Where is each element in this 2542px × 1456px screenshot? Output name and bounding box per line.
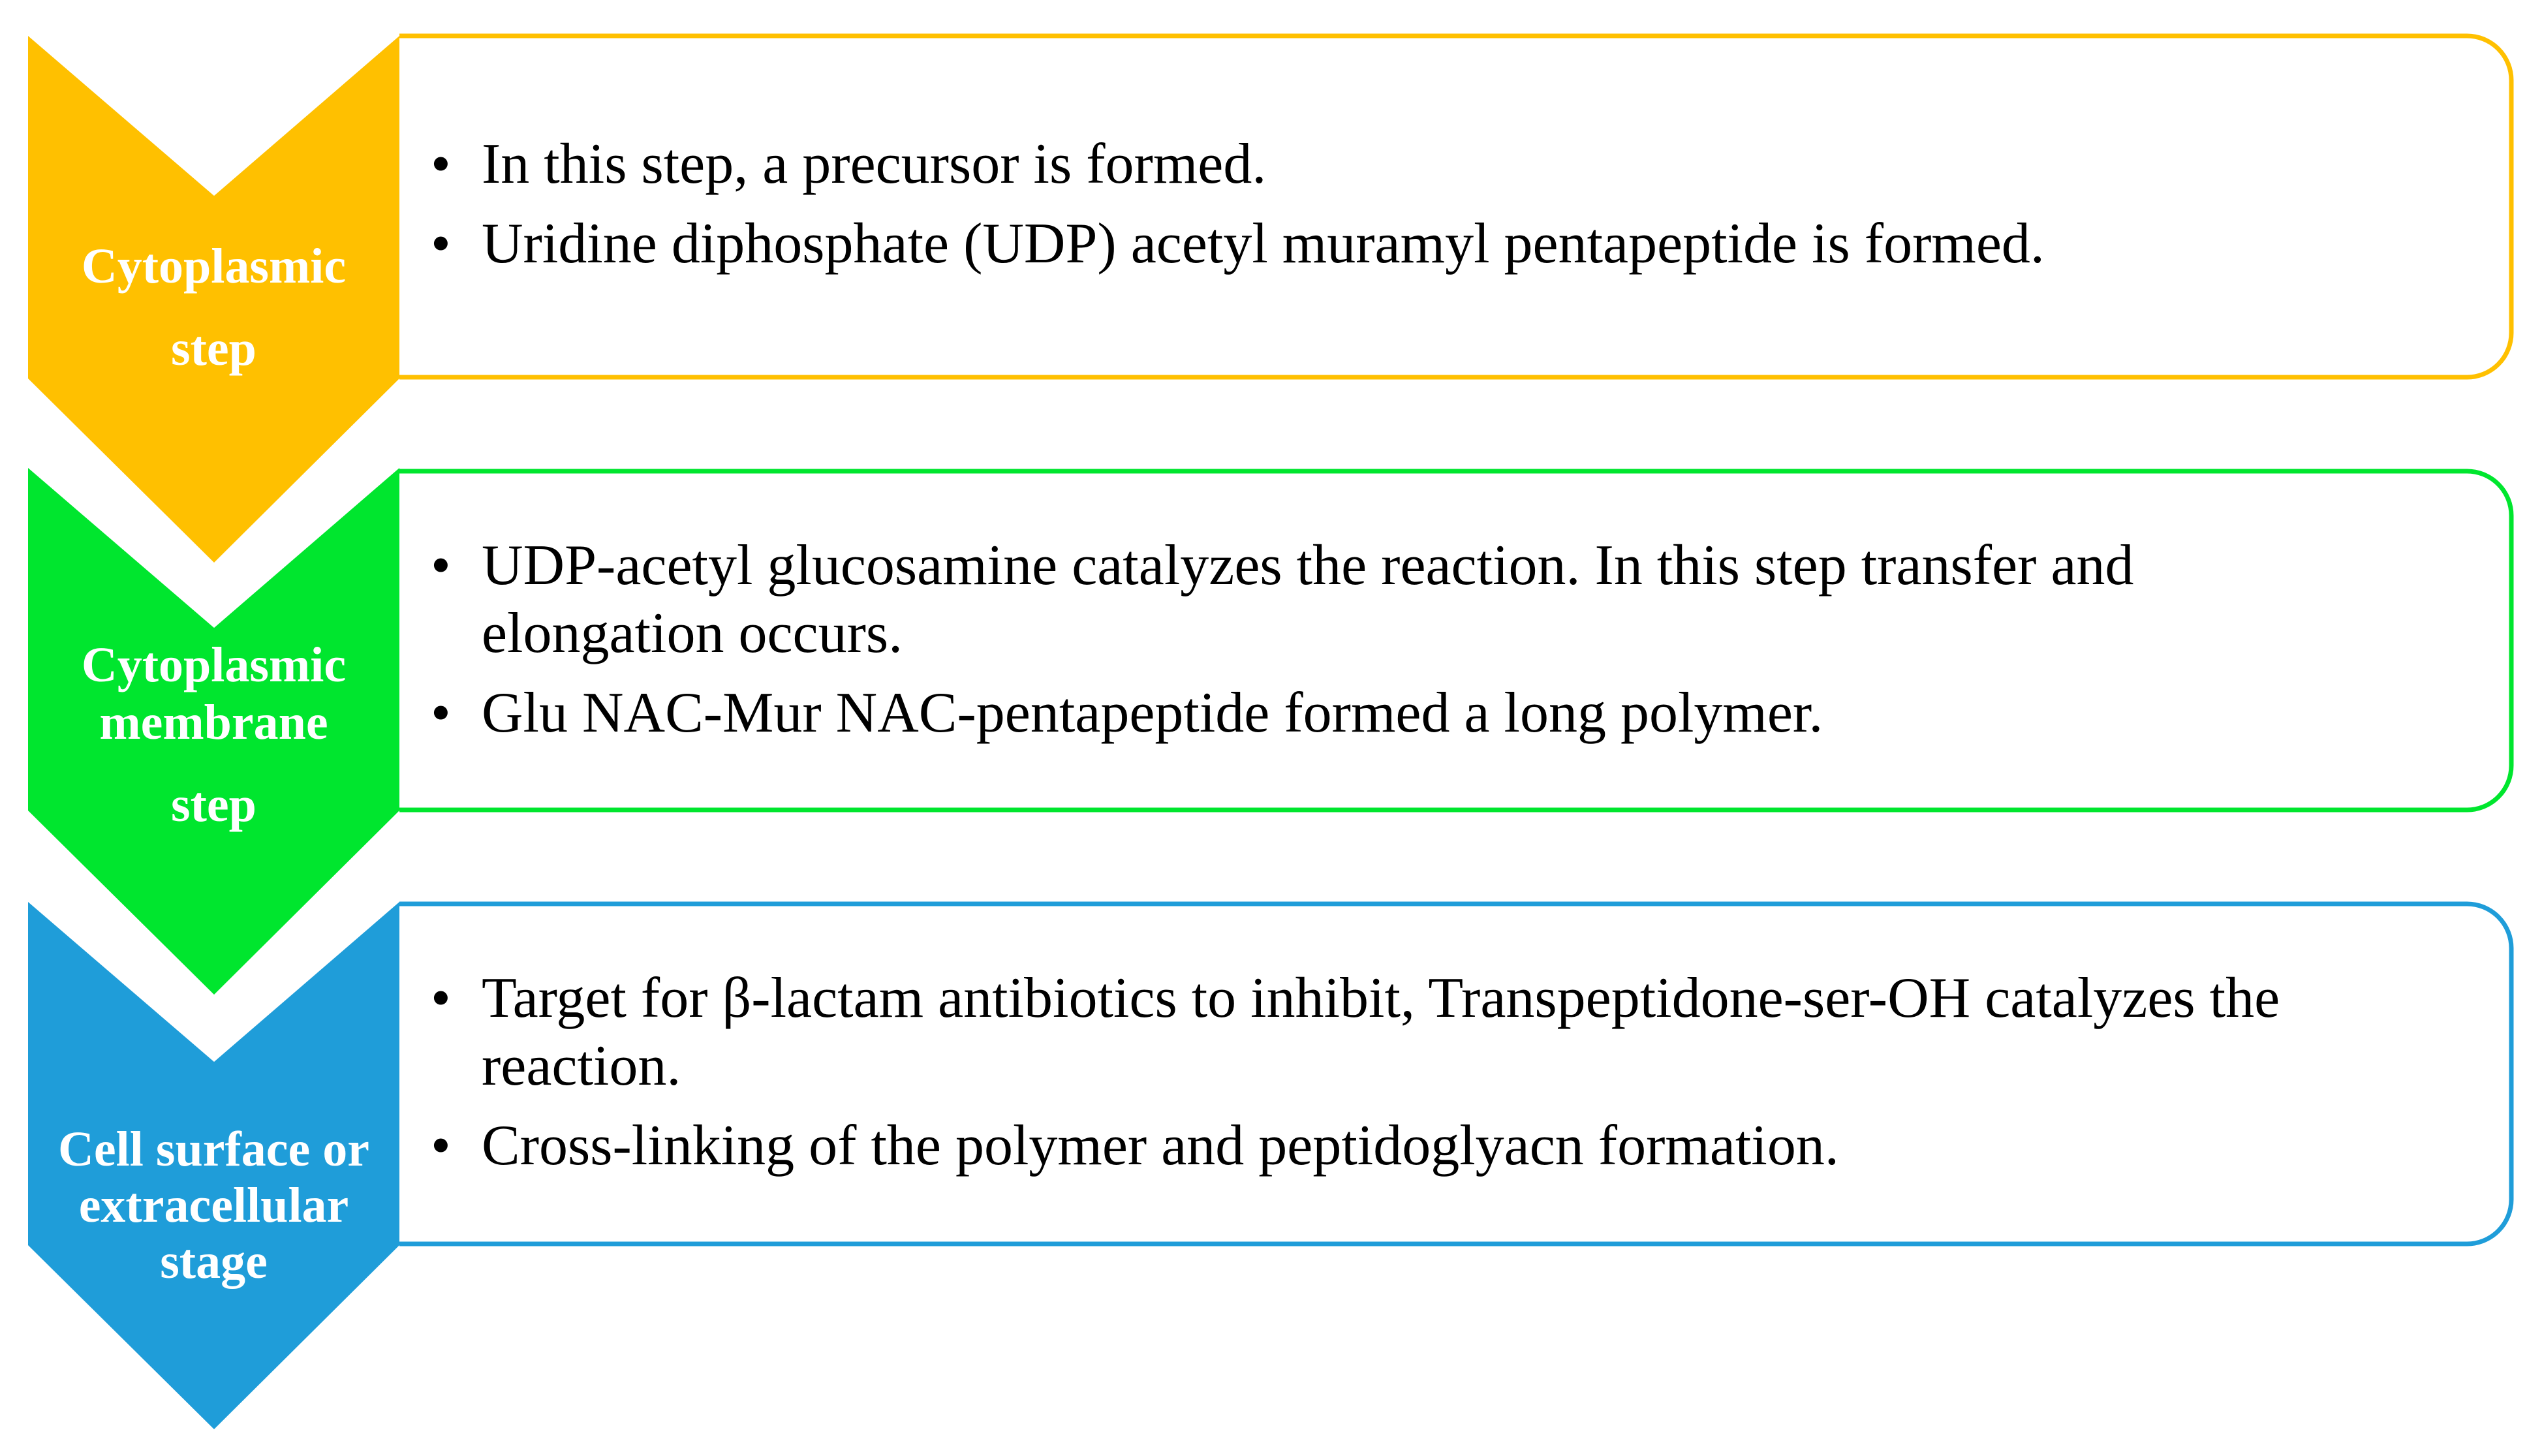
stage-1-label-line-2: step [171,321,256,376]
stage-2-label-line-1: Cytoplasmic [81,638,347,692]
stage-1-label [26,225,401,390]
stage-3-bullet [431,965,2447,1100]
stage-1-label-line-1: Cytoplasmic [81,239,347,294]
stage-3-bullet-1-text: Target for β-lactam antibiotics to inhibit, Transpeptidone-ser-OH catalyzes the reaction. [482,967,2280,1098]
stage-1-bullet [431,131,2467,198]
stage-1-bullet [431,210,2467,278]
stage-2-bullet-2-text: Glu NAC-Mur NAC-pentapeptide formed a long polymer. [482,681,1823,745]
bullet-dot-icon: • [431,534,451,597]
stage-2-bullet [431,532,2389,668]
stage-2-label-line-3: step [171,777,256,832]
stage-1-bullet-list [431,131,2467,278]
stage-2-bullet-1-text: UDP-acetyl glucosamine catalyzes the reaction. In this step transfer and elongation occurs. [482,534,2134,665]
stage-3-label-line-2: extracellular [78,1178,349,1233]
stage-3-bullet [431,1112,2447,1180]
bullet-dot-icon: • [431,132,451,196]
stage-3-label-line-3: stage [160,1234,268,1289]
stage-3-label [26,1121,401,1290]
stage-1-bullet-1-text: In this step, a precursor is formed. [482,132,1267,196]
bullet-dot-icon: • [431,967,451,1030]
bullet-dot-icon: • [431,681,451,745]
stage-3-label-line-1: Cell surface or [58,1122,369,1177]
bullet-dot-icon: • [431,212,451,275]
stage-2-label-line-2: membrane [99,695,328,750]
stage-1-bullet-2-text: Uridine diphosphate (UDP) acetyl muramyl pentapeptide is formed. [482,212,2045,275]
bullet-dot-icon: • [431,1114,451,1177]
stage-3-bullet-2-text: Cross-linking of the polymer and peptidoglyacn formation. [482,1114,1839,1177]
stage-3-bullet-list [431,965,2447,1180]
stage-2-bullet [431,679,2389,747]
stage-2-label [26,636,401,833]
stage-2-bullet-list [431,532,2389,747]
